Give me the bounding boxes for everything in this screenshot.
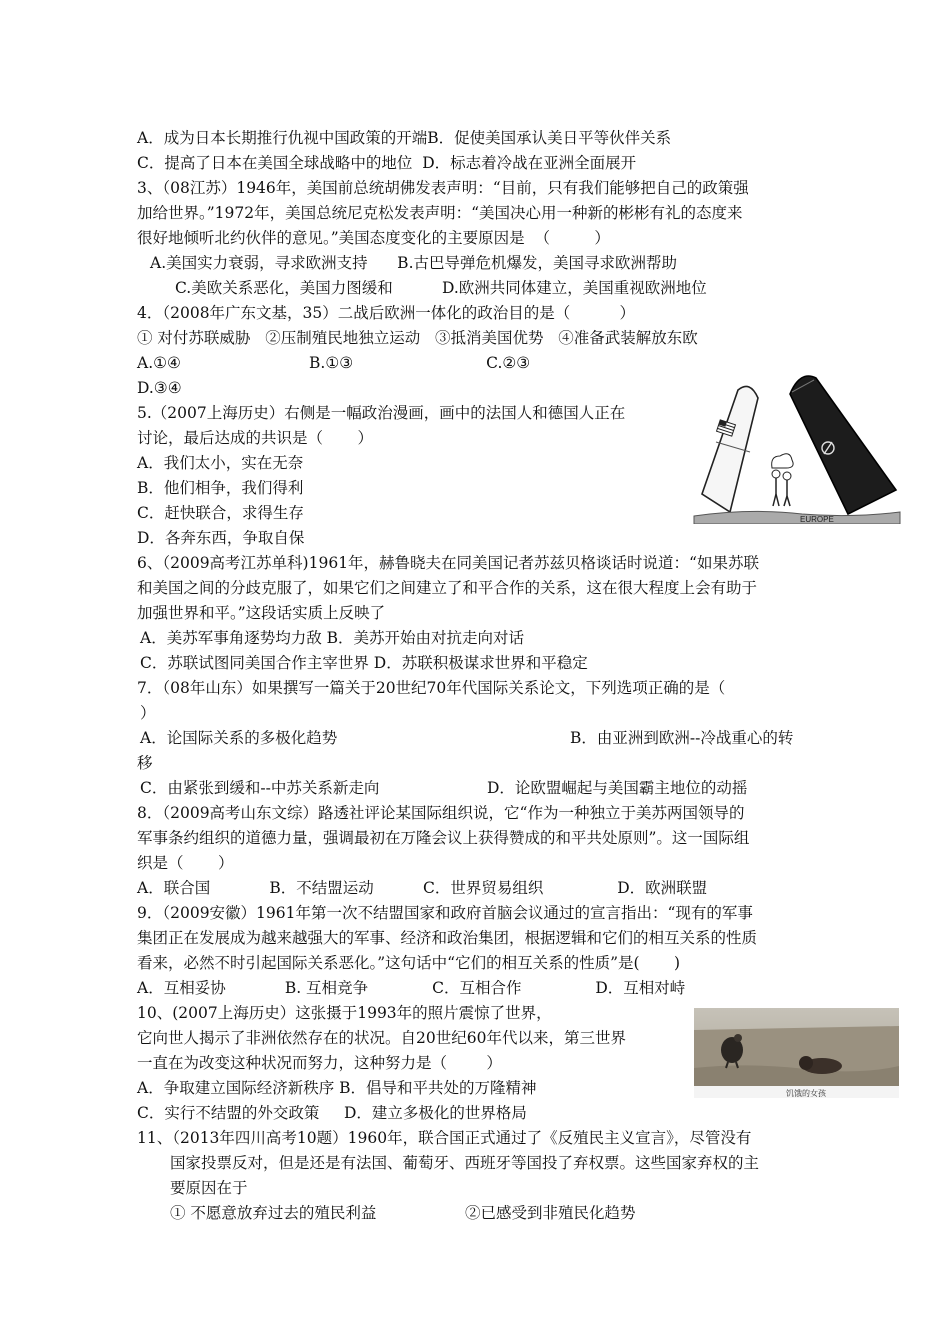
text-line: 它向世人揭示了非洲依然存在的状况。自20世纪60年代以来，第三世界 <box>137 1029 626 1047</box>
text-line: C.美欧关系恶化，美国力图缓和 D.欧洲共同体建立，美国重视欧洲地位 <box>175 279 707 297</box>
text-line: A.美国实力衰弱，寻求欧洲支持 B.古巴导弹危机爆发，美国寻求欧洲帮助 <box>150 254 678 272</box>
text-line: A．成为日本长期推行仇视中国政策的开端B．促使美国承认美日平等伙伴关系 <box>137 129 672 147</box>
political-cartoon-image <box>692 372 902 524</box>
figures-icon <box>772 454 793 506</box>
text-line: C．由紧张到缓和--中苏关系新走向 <box>140 779 380 797</box>
photo-caption: 饥饿的女孩 <box>786 1089 826 1098</box>
text-line: 军事条约组织的道德力量，强调最初在万隆会议上获得赞成的和平共处原则”。这一国际组 <box>137 829 750 847</box>
text-line: ① 对付苏联威胁 ②压制殖民地独立运动 ③抵消美国优势 ④准备武装解放东欧 <box>137 329 698 347</box>
text-line: 10、(2007上海历史）这张摄于1993年的照片震惊了世界， <box>137 1004 552 1022</box>
text-line: D．各奔东西，争取自保 <box>137 529 305 547</box>
text-line: A.①④ B.①③ C.②③ <box>137 354 531 372</box>
text-line: ① 不愿意放弃过去的殖民利益 <box>170 1204 377 1222</box>
text-line: C．提高了日本在美国全球战略中的地位 D．标志着冷战在亚洲全面展开 <box>137 154 637 172</box>
text-line: 国家投票反对，但是还是有法国、葡萄牙、西班牙等国投了弃权票。这些国家弃权的主 <box>170 1154 760 1172</box>
text-line: 很好地倾听北约伙伴的意见。”美国态度变化的主要原因是 （ ） <box>137 229 610 247</box>
text-line: 看来，必然不时引起国际关系恶化。”这句话中“它们的相互关系的性质”是( ) <box>137 954 681 972</box>
text-line: D．论欧盟崛起与美国霸主地位的动摇 <box>487 779 748 797</box>
text-line: A．联合国 B．不结盟运动 C．世界贸易组织 D．欧洲联盟 <box>137 879 708 897</box>
text-line: A．论国际关系的多极化趋势 <box>140 729 338 747</box>
text-line: A．美苏军事角逐势均力敌 B．美苏开始由对抗走向对话 <box>140 629 525 647</box>
text-line: 6、（2009高考江苏单科)1961年，赫鲁晓夫在同美国记者苏兹贝格谈话时说道：“如果苏联 <box>137 554 759 572</box>
text-line: A．互相妥协 B. 互相竞争 C．互相合作 D．互相对峙 <box>137 979 686 997</box>
text-line: 3、（08江苏）1946年，美国前总统胡佛发表声明：“目前，只有我们能够把自己的政策强 <box>137 179 749 197</box>
text-line: 要原因在于 <box>170 1179 248 1197</box>
text-line: 织是（ ） <box>137 854 234 872</box>
text-line: C．实行不结盟的外交政策 D．建立多极化的世界格局 <box>137 1104 527 1122</box>
text-line: 和美国之间的分歧克服了，如果它们之间建立了和平合作的关系，这在很大程度上会有助于 <box>137 579 758 597</box>
text-line: 移 <box>137 754 153 772</box>
text-line: 讨论，最后达成的共识是（ ） <box>137 429 373 447</box>
ussr-missile-icon <box>790 376 896 514</box>
text-line: B．他们相争，我们得利 <box>137 479 304 497</box>
us-missile-icon <box>702 386 758 512</box>
text-line: C．赶快联合，求得生存 <box>137 504 304 522</box>
text-line: A．我们太小，实在无奈 <box>137 454 304 472</box>
text-line: 一直在为改变这种状况而努力，这种努力是（ ） <box>137 1054 502 1072</box>
text-line: 5.（2007上海历史）右侧是一幅政治漫画，画中的法国人和德国人正在 <box>137 404 626 422</box>
text-line: 11、（2013年四川高考10题）1960年，联合国正式通过了《反殖民主义宣言》，尽管没有 <box>137 1129 752 1147</box>
text-line: 加强世界和平。”这段话实质上反映了 <box>137 604 386 622</box>
text-line: ②已感受到非殖民化趋势 <box>465 1204 636 1222</box>
text-line: 9．（2009安徽）1961年第一次不结盟国家和政府首脑会议通过的宣言指出：“现有的军事 <box>137 904 753 922</box>
europe-label: EUROPE <box>800 515 834 524</box>
famine-photo-image <box>694 1008 899 1098</box>
text-line: 7．（08年山东）如果撰写一篇关于20世纪70年代国际关系论文，下列选项正确的是（ <box>137 679 726 697</box>
text-line: 加给世界。”1972年，美国总统尼克松发表声明：“美国决心用一种新的彬彬有礼的态度来 <box>137 204 743 222</box>
text-line: ） <box>140 704 156 722</box>
text-line: 8．（2009高考山东文综）路透社评论某国际组织说，它“作为一种独立于美苏两国领导的 <box>137 804 745 822</box>
text-line: 4．（2008年广东文基，35）二战后欧洲一体化的政治目的是（ ） <box>137 304 636 322</box>
text-line: 集团正在发展成为越来越强大的军事、经济和政治集团，根据逻辑和它们的相互关系的性质 <box>137 929 758 947</box>
text-line: A．争取建立国际经济新秩序 B．倡导和平共处的万隆精神 <box>137 1079 537 1097</box>
text-line: C．苏联试图同美国合作主宰世界 D．苏联积极谋求世界和平稳定 <box>140 654 588 672</box>
text-line: D.③④ <box>137 379 182 397</box>
text-line: B．由亚洲到欧洲--冷战重心的转 <box>570 729 794 747</box>
